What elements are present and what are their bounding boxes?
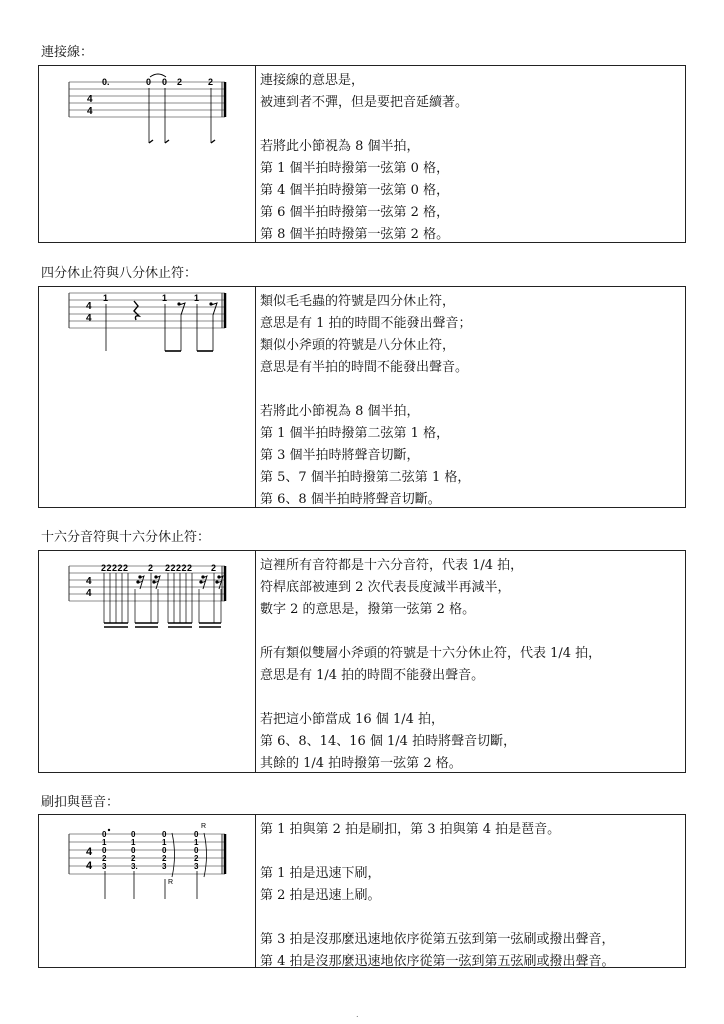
tab-note: 2 [208, 77, 214, 87]
section-heading-tie: 連接線： [41, 45, 94, 60]
text-line [260, 621, 681, 643]
chord-note: 2 [131, 854, 136, 863]
chord-note: 2 [162, 854, 167, 863]
text-line: 若將此小節視為 8 個半拍， [260, 404, 420, 419]
chord-note: 0 [131, 830, 136, 839]
section-heading-strum-arpeggio: 刷扣與琶音： [41, 795, 120, 810]
chord-note: 1 [194, 838, 199, 847]
arpeggio-mark: R [168, 879, 174, 886]
section-heading-sixteenth: 十六分音符與十六分休止符： [41, 530, 211, 545]
text-line: 第 6、8、14、16 個 1/4 拍時將聲音切斷， [260, 734, 517, 749]
page-footer-mark: . [356, 1010, 359, 1019]
text-line [260, 114, 681, 136]
tab-panel-rests [39, 287, 256, 507]
text-line: 所有類似雙層小斧頭的符號是十六分休止符，代表 1/4 拍， [260, 646, 602, 661]
explanation-text-rests [260, 291, 681, 511]
tab-notation-tie [39, 66, 255, 244]
chord-note: 0 [131, 846, 136, 855]
chord-note: 3. [131, 862, 138, 871]
explanation-text-strum-arpeggio [260, 819, 681, 973]
text-line: 第 4 拍是沒那麼迅速地依序從第一弦到第五弦刷或撥出聲音。 [260, 954, 615, 969]
section-box-sixteenth [38, 550, 686, 773]
text-line: 被連到者不彈，但是要把音延續著。 [260, 95, 469, 110]
arpeggio-bracket [172, 833, 175, 877]
chord-note: 0 [102, 830, 107, 839]
text-line: 意思是有半拍的時間不能發出聲音。 [260, 360, 469, 375]
chord-note: 2 [102, 854, 107, 863]
tab-note-group: 22222 [165, 563, 193, 573]
text-line: 意思是有 1/4 拍的時間不能發出聲音。 [260, 668, 485, 683]
section-box-strum-arpeggio [38, 814, 686, 968]
arpeggio-bracket [204, 833, 207, 877]
text-line: 第 2 拍是迅速上刷。 [260, 888, 381, 903]
time-signature-top: 4 [86, 576, 92, 587]
text-line [260, 841, 681, 863]
text-line: 第 8 個半拍時撥第一弦第 2 格。 [260, 227, 450, 242]
text-line [260, 907, 681, 929]
tab-notation-rests [39, 287, 255, 509]
tab-notation-sixteenth [39, 551, 255, 774]
section-box-rests [38, 286, 686, 508]
tab-note: 0. [102, 77, 110, 87]
tab-note: 1 [194, 293, 200, 303]
tab-note-group: 22222 [101, 563, 129, 573]
tab-note: 2 [177, 77, 183, 87]
chord-note: 1 [102, 838, 107, 847]
chord-note: 3 [194, 862, 199, 871]
text-line: 這裡所有音符都是十六分音符，代表 1/4 拍， [260, 558, 524, 573]
time-signature-bottom: 4 [87, 106, 93, 117]
tab-note: 2 [211, 563, 217, 573]
text-line: 其餘的 1/4 拍時撥第一弦第 2 格。 [260, 756, 462, 771]
chord-note: 0 [194, 830, 199, 839]
text-line: 第 6 個半拍時撥第一弦第 2 格， [260, 205, 450, 220]
explanation-text-tie [260, 70, 681, 246]
tab-panel-sixteenth [39, 551, 256, 772]
chord-note: 3 [102, 862, 107, 871]
time-signature-top: 4 [86, 846, 93, 858]
time-signature-bottom: 4 [86, 860, 93, 872]
chord-note: 0 [162, 830, 167, 839]
explanation-text-sixteenth [260, 555, 681, 775]
time-signature-bottom: 4 [86, 313, 92, 324]
chord-note: 0 [162, 846, 167, 855]
text-line [260, 379, 681, 401]
chord-note: 1 [131, 838, 136, 847]
text-line: 意思是有 1 拍的時間不能發出聲音； [260, 316, 472, 331]
text-line: 類似毛毛蟲的符號是四分休止符， [260, 294, 456, 309]
tab-note: 0 [162, 77, 168, 87]
text-line: 若將此小節視為 8 個半拍， [260, 139, 420, 154]
text-line: 第 5、7 個半拍時撥第二弦第 1 格， [260, 470, 471, 485]
time-signature-bottom: 4 [86, 588, 92, 599]
text-line: 類似小斧頭的符號是八分休止符， [260, 338, 456, 353]
arpeggio-mark: R [201, 823, 207, 830]
tab-note: 1 [103, 293, 109, 303]
text-line: 第 1 個半拍時撥第一弦第 0 格， [260, 161, 450, 176]
tab-panel-tie [39, 66, 256, 242]
chord-note: 0 [102, 846, 107, 855]
text-line: 第 3 個半拍時將聲音切斷， [260, 448, 420, 463]
tab-note: 2 [148, 563, 154, 573]
text-line: 第 1 拍與第 2 拍是刷扣，第 3 拍與第 4 拍是琶音。 [260, 822, 561, 837]
quarter-rest-icon [134, 301, 139, 320]
text-line: 若把這小節當成 16 個 1/4 拍， [260, 712, 444, 727]
tab-panel-strum-arpeggio [39, 815, 256, 967]
text-line: 第 1 個半拍時撥第二弦第 1 格， [260, 426, 450, 441]
text-line: 第 4 個半拍時撥第一弦第 0 格， [260, 183, 450, 198]
strum-dot [108, 829, 110, 831]
tab-notation-strum-arpeggio [39, 815, 255, 969]
eighth-rest-icon [209, 302, 217, 315]
text-line: 符桿底部被連到 2 次代表長度減半再減半， [260, 580, 511, 595]
section-box-tie [38, 65, 686, 243]
text-line [260, 687, 681, 709]
tab-note: 1 [162, 293, 168, 303]
text-line: 第 6、8 個半拍時將聲音切斷。 [260, 492, 441, 507]
chord-note: 3 [162, 862, 167, 871]
tab-note: 0 [146, 77, 152, 87]
text-line: 數字 2 的意思是，撥第一弦第 2 格。 [260, 602, 476, 617]
chord-note: 1 [162, 838, 167, 847]
time-signature-top: 4 [87, 94, 93, 105]
text-line: 連接線的意思是， [260, 73, 365, 88]
time-signature-top: 4 [86, 301, 92, 312]
text-line: 第 1 拍是迅速下刷， [260, 866, 381, 881]
text-line: 第 3 拍是沒那麼迅速地依序從第五弦到第一弦刷或撥出聲音， [260, 932, 615, 947]
section-heading-rests: 四分休止符與八分休止符： [41, 266, 198, 281]
chord-note: 2 [194, 854, 199, 863]
eighth-rest-icon [177, 302, 185, 315]
chord-note: 0 [194, 846, 199, 855]
